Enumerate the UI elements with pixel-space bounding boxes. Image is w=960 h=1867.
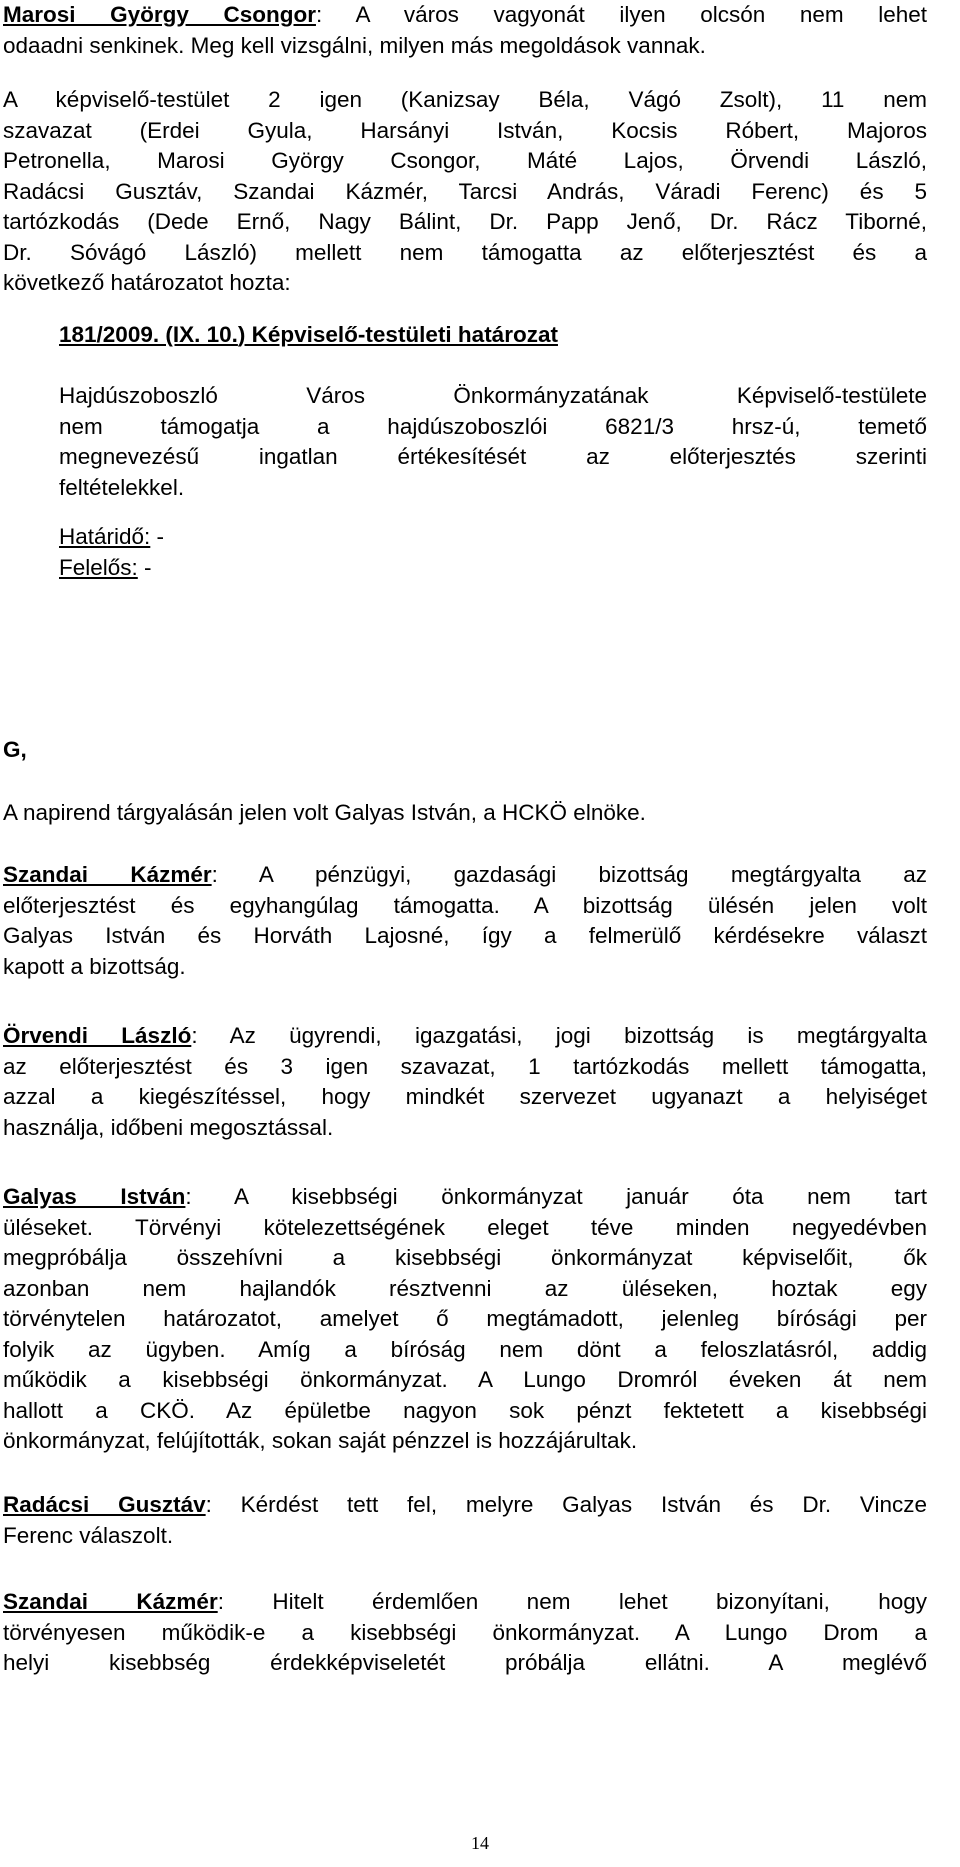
paragraph-line: törvénytelen határozatot, amelyet ő megtámadott, jelenleg bírósági per bbox=[3, 1306, 927, 1331]
paragraph-szandai-1 bbox=[3, 860, 927, 982]
paragraph-line: Szandai Kázmér: A pénzügyi, gazdasági bizottság megtárgyalta az bbox=[3, 862, 927, 887]
paragraph-line: A napirend tárgyalásán jelen volt Galyas István, a HCKÖ elnöke. bbox=[3, 800, 646, 825]
paragraph-line: működik a kisebbségi önkormányzat. A Lungo Dromról éveken át nem bbox=[3, 1367, 927, 1392]
paragraph-szandai-2 bbox=[3, 1587, 927, 1679]
paragraph-line: Ferenc válaszolt. bbox=[3, 1522, 174, 1548]
paragraph-line: önkormányzat, felújították, sokan saját pénzzel is hozzájárultak. bbox=[3, 1428, 638, 1453]
paragraph-line: folyik az ügyben. Amíg a bíróság nem dönt a feloszlatásról, addig bbox=[3, 1336, 927, 1362]
paragraph-line: tartózkodás (Dede Ernő, Nagy Bálint, Dr. Papp Jenő, Dr. Rácz Tiborné, bbox=[3, 209, 927, 234]
paragraph-line: odaadni senkinek. Meg kell vizsgálni, milyen más megoldások vannak. bbox=[3, 32, 706, 58]
paragraph-line: Petronella, Marosi György Csongor, Máté Lajos, Örvendi László, bbox=[3, 148, 927, 173]
paragraph-galyas bbox=[3, 1182, 927, 1457]
paragraph-line: Örvendi László: Az ügyrendi, igazgatási, jogi bizottság is megtárgyalta bbox=[3, 1023, 927, 1048]
paragraph-line: Szandai Kázmér: Hitelt érdemlően nem lehet bizonyítani, hogy bbox=[3, 1589, 927, 1614]
paragraph-line: nem támogatja a hajdúszoboszlói 6821/3 hrsz-ú, temető bbox=[59, 413, 927, 439]
paragraph-orvendi bbox=[3, 1021, 927, 1143]
section-letter: G, bbox=[3, 737, 27, 762]
paragraph-line: előterjesztést és egyhangúlag támogatta. A bizottság ülésén jelen volt bbox=[3, 892, 927, 918]
paragraph-line: üléseket. Törvényi kötelezettségének eleget téve minden negyedévben bbox=[3, 1214, 927, 1240]
paragraph-line: azzal a kiegészítéssel, hogy mindkét szervezet ugyanazt a helyiséget bbox=[3, 1084, 927, 1109]
paragraph-line: szavazat (Erdei Gyula, Harsányi István, Kocsis Róbert, Majoros bbox=[3, 117, 927, 143]
paragraph-line: helyi kisebbség érdekképviseletét próbálja ellátni. A meglévő bbox=[3, 1650, 927, 1675]
paragraph-line: A képviselő-testület 2 igen (Kanizsay Béla, Vágó Zsolt), 11 nem bbox=[3, 87, 927, 112]
speaker-name: Radácsi Gusztáv bbox=[3, 1492, 206, 1517]
paragraph-line: azonban nem hajlandók résztvenni az üléseken, hoztak egy bbox=[3, 1275, 927, 1301]
paragraph-marosi-1 bbox=[3, 0, 927, 61]
paragraph-line: következő határozatot hozta: bbox=[3, 270, 291, 295]
paragraph-line: megnevezésű ingatlan értékesítését az előterjesztés szerinti bbox=[59, 444, 927, 469]
paragraph-line: megpróbálja összehívni a kisebbségi önkormányzat képviselőit, ők bbox=[3, 1245, 927, 1270]
paragraph-attendance bbox=[3, 798, 927, 829]
paragraph-line: Galyas István és Horváth Lajosné, így a felmerülő kérdésekre választ bbox=[3, 923, 927, 948]
paragraph-line: Radácsi Gusztáv, Szandai Kázmér, Tarcsi András, Váradi Ferenc) és 5 bbox=[3, 178, 927, 204]
paragraph-line: az előterjesztést és 3 igen szavazat, 1 tartózkodás mellett támogatta, bbox=[3, 1053, 927, 1079]
resolution-title: 181/2009. (IX. 10.) Képviselő-testületi határozat bbox=[59, 322, 558, 347]
paragraph-line: hallott a CKÖ. Az épületbe nagyon sok pénzt fektetett a kisebbségi bbox=[3, 1397, 927, 1423]
resolution-meta bbox=[59, 522, 927, 583]
speaker-name: Marosi György Csongor bbox=[3, 2, 316, 27]
speaker-name: Szandai Kázmér bbox=[3, 862, 212, 887]
paragraph-line: Galyas István: A kisebbségi önkormányzat január óta nem tart bbox=[3, 1184, 927, 1209]
paragraph-line: kapott a bizottság. bbox=[3, 953, 186, 979]
paragraph-line: használja, időbeni megosztással. bbox=[3, 1114, 334, 1140]
resolution-text bbox=[59, 381, 927, 503]
page-number: 14 bbox=[471, 1833, 489, 1853]
speaker-name: Galyas István bbox=[3, 1184, 186, 1209]
paragraph-line: feltételekkel. bbox=[59, 474, 185, 500]
paragraph-line: Marosi György Csongor: A város vagyonát ilyen olcsón nem lehet bbox=[3, 2, 927, 27]
paragraph-radacsi bbox=[3, 1490, 927, 1551]
paragraph-line: Radácsi Gusztáv: Kérdést tett fel, melyre Galyas István és Dr. Vincze bbox=[3, 1492, 928, 1517]
responsible-line: Felelős: - bbox=[59, 554, 152, 580]
paragraph-vote-result bbox=[3, 85, 927, 299]
paragraph-line: Hajdúszoboszló Város Önkormányzatának Képviselő-testülete bbox=[59, 383, 927, 408]
speaker-name: Szandai Kázmér bbox=[3, 1589, 218, 1614]
deadline-line: Határidő: - bbox=[59, 524, 165, 549]
paragraph-line: Dr. Sóvágó László) mellett nem támogatta az előterjesztést és a bbox=[3, 239, 927, 265]
speaker-name: Örvendi László bbox=[3, 1023, 192, 1048]
paragraph-line: törvényesen működik-e a kisebbségi önkormányzat. A Lungo Drom a bbox=[3, 1619, 927, 1645]
